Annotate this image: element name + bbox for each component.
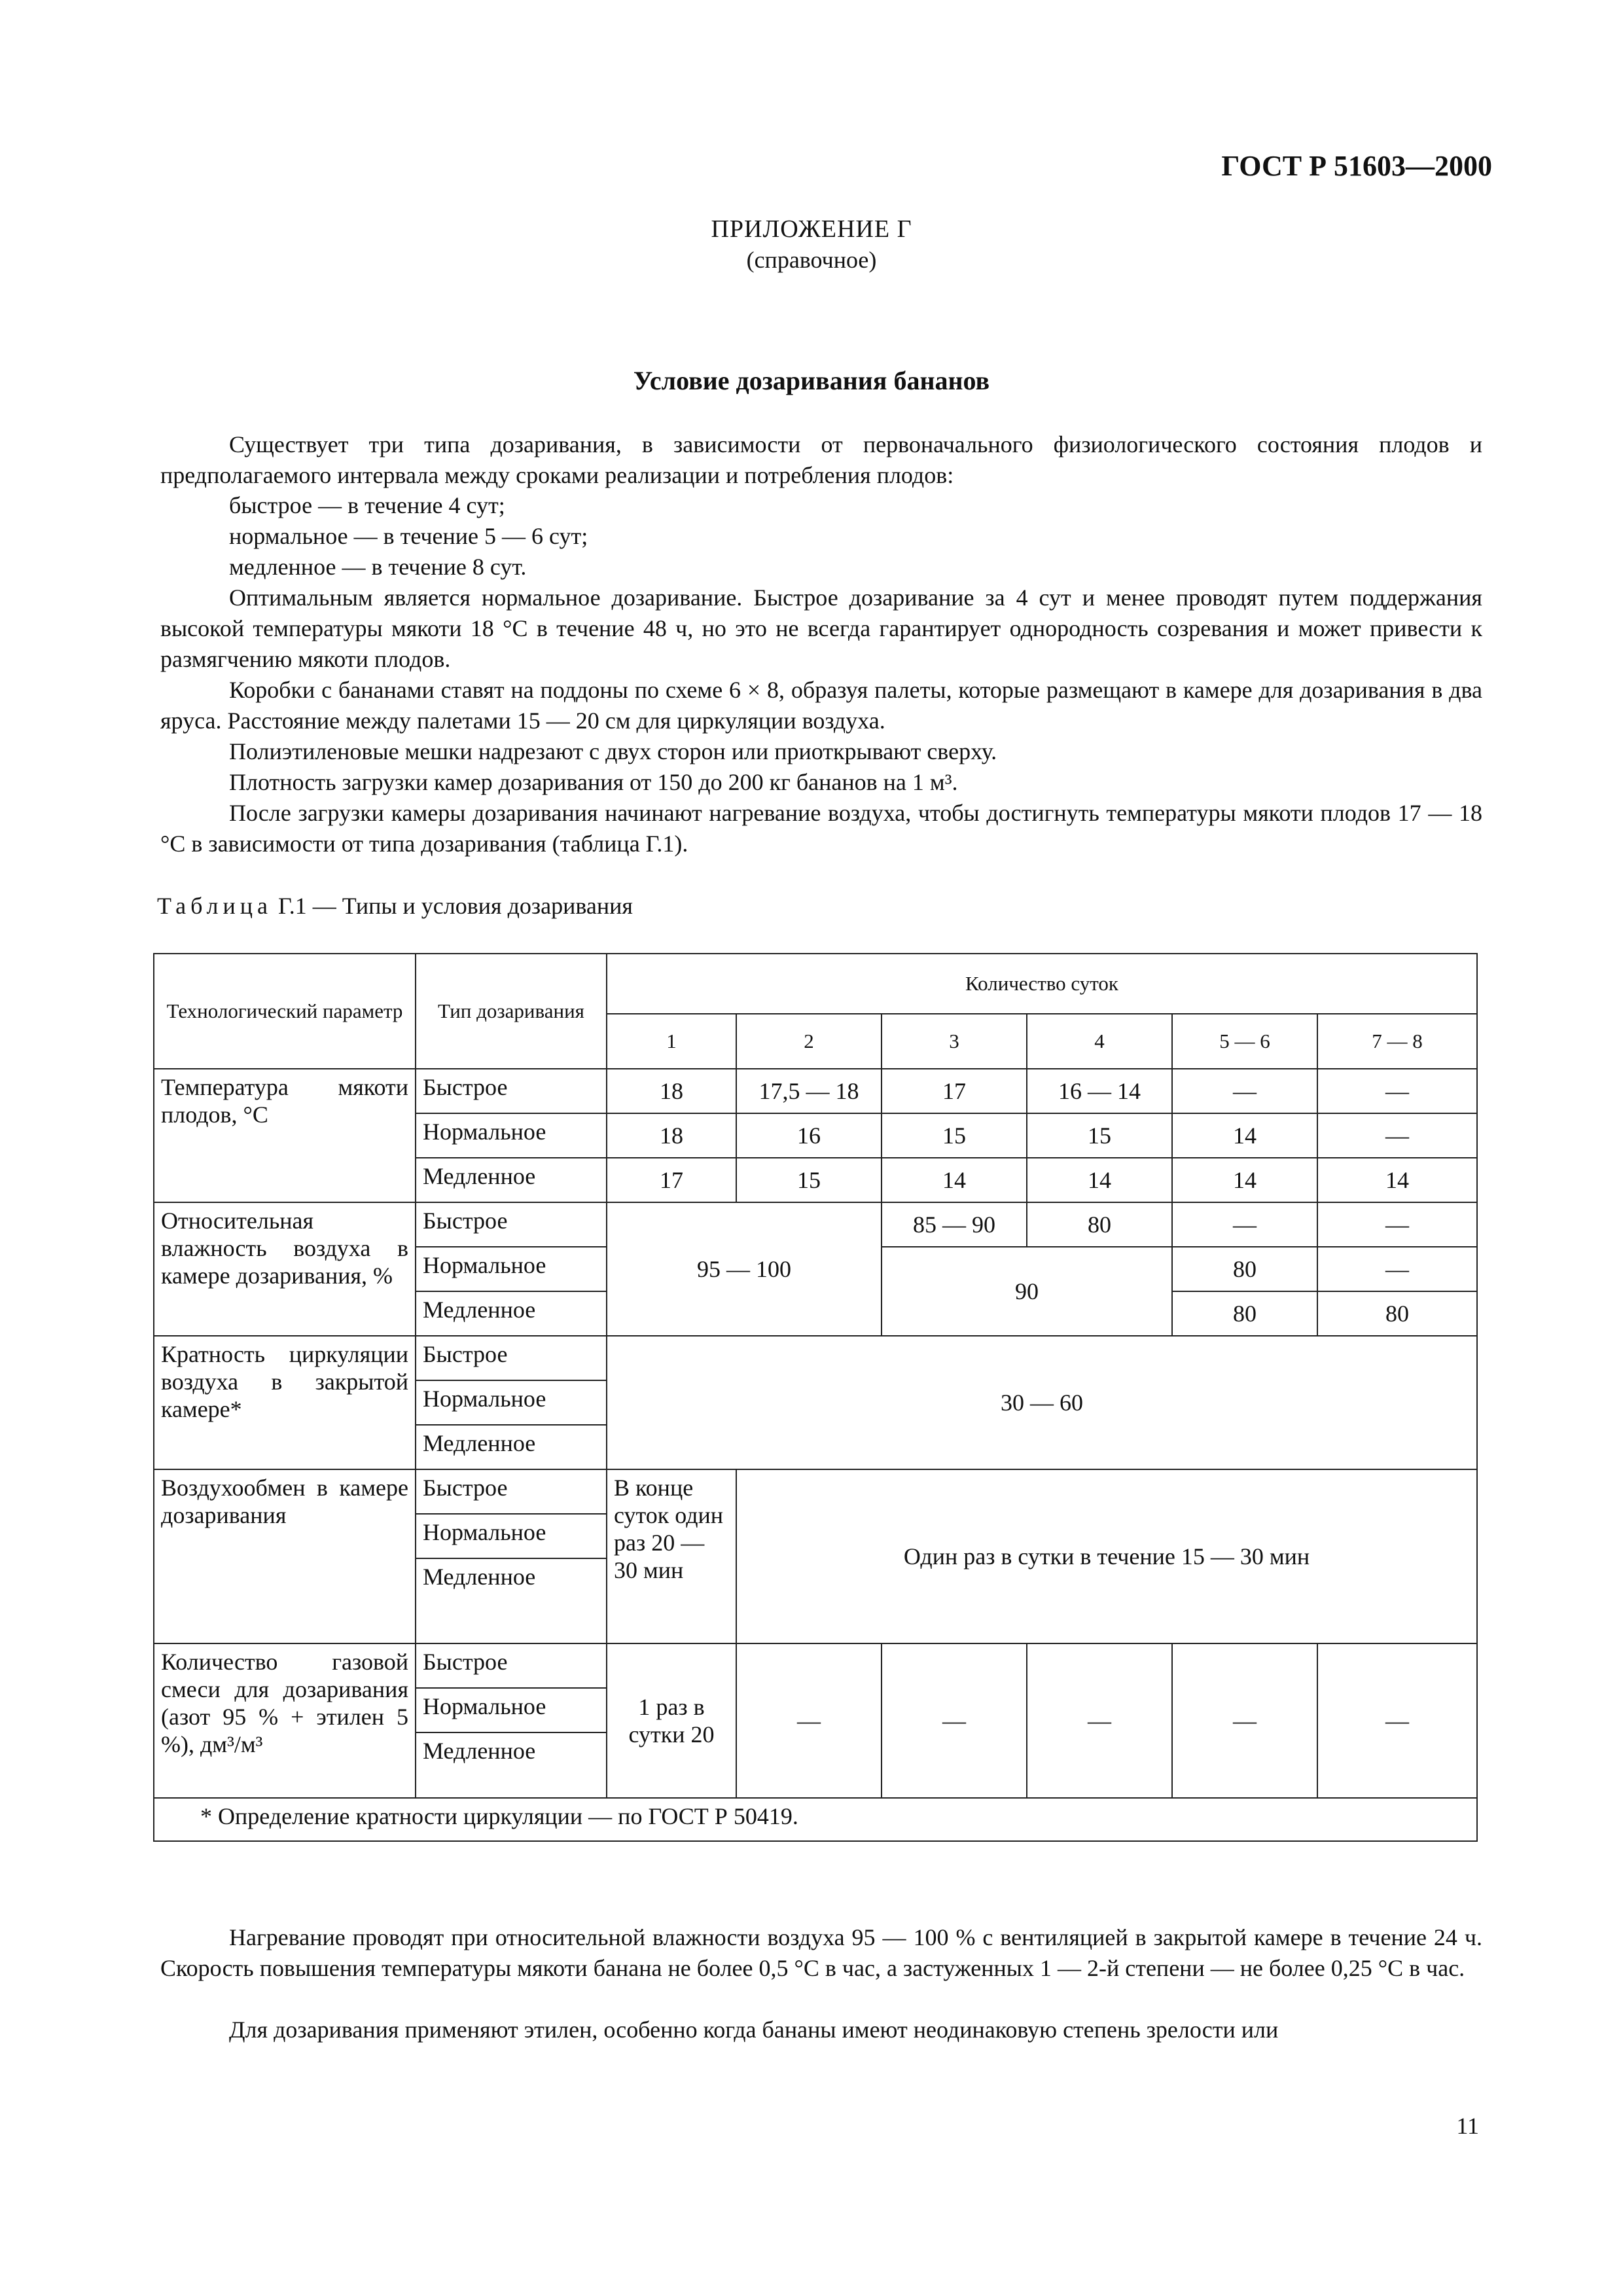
cell: 14	[882, 1158, 1027, 1202]
cell: 17,5 — 18	[736, 1069, 882, 1113]
cell: В конце суток один раз 20 — 30 мин	[607, 1469, 736, 1643]
cell: 90	[882, 1247, 1172, 1336]
bags-paragraph: Полиэтиленовые мешки надрезают с двух сторон или приоткрывают сверху.	[229, 738, 997, 764]
appendix-title: ПРИЛОЖЕНИЕ Г	[711, 215, 912, 243]
section-title: Условие дозаривания бананов	[633, 366, 990, 395]
header-days-group: Количество суток	[607, 954, 1477, 1014]
cell: —	[1317, 1643, 1477, 1798]
type-fast: Быстрое	[416, 1069, 607, 1113]
intro-paragraph: Существует три типа дозаривания, в зависимости от первоначального физиологического состояния плодов и предполагаемого интервала между сроками реализации и потребления плодов:	[160, 431, 1482, 488]
type-normal-line: нормальное — в течение 5 — 6 сут;	[229, 523, 588, 549]
cell: —	[1172, 1202, 1317, 1247]
heating2-paragraph: Нагревание проводят при относительной влажности воздуха 95 — 100 % с вентиляцией в закрытой камере в течение 24 ч. Скорость повышения температуры мякоти банана не более 0,5 °С в час, а застуженных 1 — 2-й степени — не более 0,25 °С в час.	[160, 1924, 1482, 1981]
table-footnote: * Определение кратности циркуляции — по ГОСТ Р 50419.	[154, 1798, 1477, 1841]
cell: 80	[1172, 1247, 1317, 1291]
cell: —	[1172, 1643, 1317, 1798]
cell: 14	[1172, 1158, 1317, 1202]
type-fast: Быстрое	[416, 1643, 607, 1688]
cell: 17	[882, 1069, 1027, 1113]
optimal-paragraph: Оптимальным является нормальное дозаривание. Быстрое дозаривание за 4 сут и менее проводят путем поддержания высокой температуры мякоти 18 °С в течение 48 ч, но это не всегда гарантирует однородность созревания и может привести к размягчению мякоти плодов.	[160, 584, 1482, 672]
cell: 1 раз в сутки 20	[607, 1643, 736, 1798]
table-caption-text: Г.1 — Типы и условия дозаривания	[277, 893, 633, 919]
type-normal: Нормальное	[416, 1113, 607, 1158]
type-normal: Нормальное	[416, 1247, 607, 1291]
table-caption-label: Таблица	[157, 893, 272, 919]
cell: 30 — 60	[607, 1336, 1477, 1469]
cell: —	[882, 1643, 1027, 1798]
table-caption	[157, 892, 633, 920]
cell: —	[1317, 1202, 1477, 1247]
cell: Один раз в сутки в течение 15 — 30 мин	[736, 1469, 1477, 1643]
density-paragraph: Плотность загрузки камер дозаривания от 150 до 200 кг бананов на 1 м³.	[229, 769, 958, 795]
param-gas: Количество газовой смеси для дозаривания (азот 95 % + этилен 5 %), дм³/м³	[154, 1643, 416, 1798]
cell: —	[1172, 1069, 1317, 1113]
cell: 17	[607, 1158, 736, 1202]
cell: 80	[1027, 1202, 1172, 1247]
param-air-exchange: Воздухообмен в камере дозаривания	[154, 1469, 416, 1643]
cell: —	[1317, 1247, 1477, 1291]
cell: —	[1317, 1069, 1477, 1113]
heating-paragraph: После загрузки камеры дозаривания начинают нагревание воздуха, чтобы достигнуть температуры мякоти плодов 17 — 18 °С в зависимости от типа дозаривания (таблица Г.1).	[160, 800, 1482, 857]
cell: 80	[1172, 1291, 1317, 1336]
type-slow: Медленное	[416, 1158, 607, 1202]
type-slow: Медленное	[416, 1425, 607, 1469]
appendix-note: (справочное)	[746, 247, 877, 273]
cell: 16	[736, 1113, 882, 1158]
param-humidity: Относительная влажность воздуха в камере дозаривания, %	[154, 1202, 416, 1336]
cell: 14	[1027, 1158, 1172, 1202]
cell: 80	[1317, 1291, 1477, 1336]
cell: 16 — 14	[1027, 1069, 1172, 1113]
type-slow-line: медленное — в течение 8 сут.	[229, 554, 527, 580]
header-day: 5 — 6	[1172, 1014, 1317, 1069]
type-normal: Нормальное	[416, 1380, 607, 1425]
param-temperature: Температура мякоти плодов, °С	[154, 1069, 416, 1202]
type-slow: Медленное	[416, 1291, 607, 1336]
header-day: 7 — 8	[1317, 1014, 1477, 1069]
param-circulation: Кратность циркуляции воздуха в закрытой камере*	[154, 1336, 416, 1469]
header-day: 3	[882, 1014, 1027, 1069]
cell: 18	[607, 1069, 736, 1113]
type-slow: Медленное	[416, 1558, 607, 1643]
cell: —	[1317, 1113, 1477, 1158]
type-fast: Быстрое	[416, 1336, 607, 1380]
type-fast-line: быстрое — в течение 4 сут;	[229, 492, 505, 518]
header-param: Технологический параметр	[154, 954, 416, 1069]
header-type: Тип дозаривания	[416, 954, 607, 1069]
standard-code: ГОСТ Р 51603—2000	[1221, 150, 1492, 182]
cell: 18	[607, 1113, 736, 1158]
cell: —	[1027, 1643, 1172, 1798]
cell: 14	[1172, 1113, 1317, 1158]
ripening-table	[153, 953, 1478, 1842]
header-day: 4	[1027, 1014, 1172, 1069]
cell: 15	[882, 1113, 1027, 1158]
boxes-paragraph: Коробки с бананами ставят на поддоны по схеме 6 × 8, образуя палеты, которые размещают в камере для дозаривания в два яруса. Расстояние между палетами 15 — 20 см для циркуляции воздуха.	[160, 677, 1482, 734]
type-fast: Быстрое	[416, 1202, 607, 1247]
type-normal: Нормальное	[416, 1514, 607, 1558]
ethylene-paragraph: Для дозаривания применяют этилен, особенно когда бананы имеют неодинаковую степень зрелости или	[229, 2017, 1279, 2043]
type-slow: Медленное	[416, 1732, 607, 1798]
header-day: 1	[607, 1014, 736, 1069]
header-day: 2	[736, 1014, 882, 1069]
page-number: 11	[1456, 2113, 1479, 2139]
cell: 15	[1027, 1113, 1172, 1158]
cell: —	[736, 1643, 882, 1798]
type-fast: Быстрое	[416, 1469, 607, 1514]
cell: 95 — 100	[607, 1202, 882, 1336]
cell: 85 — 90	[882, 1202, 1027, 1247]
cell: 14	[1317, 1158, 1477, 1202]
cell: 15	[736, 1158, 882, 1202]
type-normal: Нормальное	[416, 1688, 607, 1732]
